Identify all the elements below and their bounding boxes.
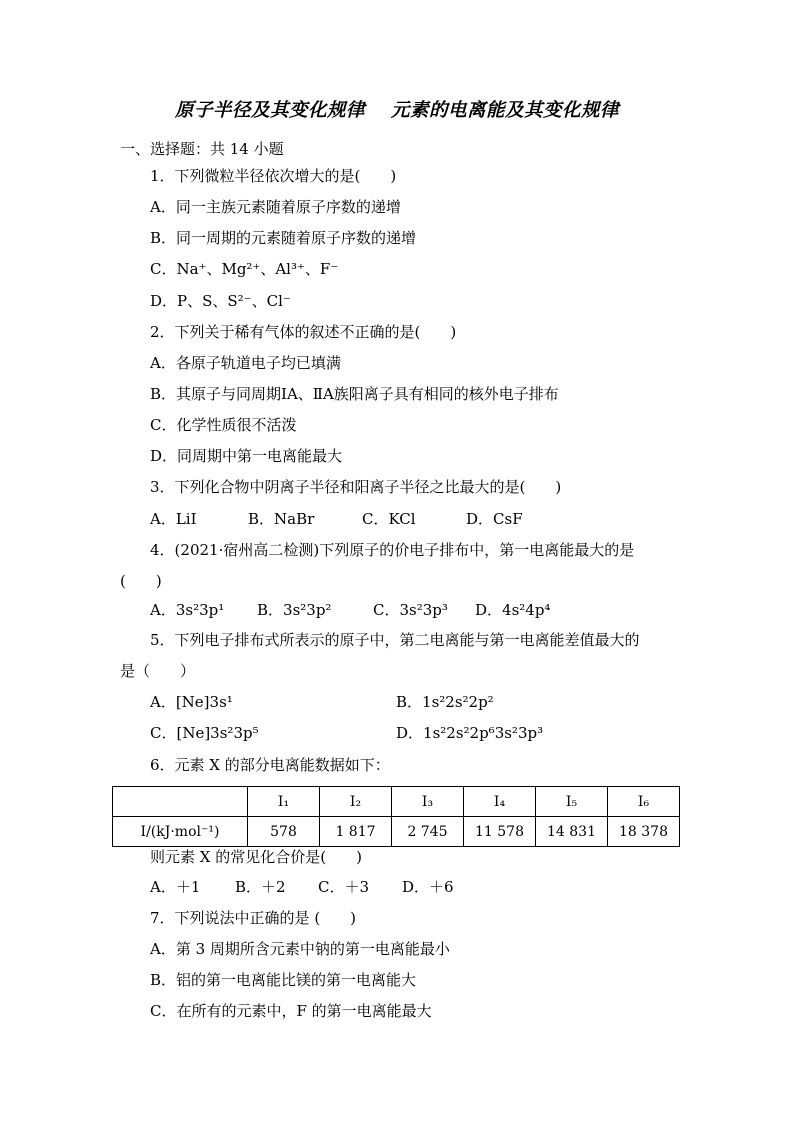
q3-stem: 3．下列化合物中阴离子半径和阳离子半径之比最大的是( ) (150, 478, 562, 496)
q2-option-a: A．各原子轨道电子均已填满 (150, 354, 341, 372)
q1-option-a: A．同一主族元素随着原子序数的递增 (150, 198, 401, 216)
page-title (0, 96, 794, 122)
q1-option-c: C．Na⁺、Mg²⁺、Al³⁺、F⁻ (150, 260, 339, 278)
q5-option-b: B．1s²2s²2p² (396, 693, 494, 711)
q6-option-c: C．＋3 (318, 878, 370, 896)
table-header-cell: I₆ (608, 787, 680, 817)
q5-option-d: D．1s²2s²2p⁶3s²3p³ (396, 724, 544, 742)
q2-option-c: C．化学性质很不活泼 (150, 416, 297, 434)
table-cell: 578 (248, 817, 320, 847)
q5-option-a: A．[Ne]3s¹ (150, 693, 233, 711)
q5-stem: 5．下列电子排布式所表示的原子中，第二电离能与第一电离能差值最大的 (150, 631, 640, 649)
q2-stem: 2．下列关于稀有气体的叙述不正确的是( ) (150, 323, 457, 341)
table-cell: 18 378 (608, 817, 680, 847)
q1-option-d: D．P、S、S²⁻、Cl⁻ (150, 292, 291, 310)
q5-option-c: C．[Ne]3s²3p⁵ (150, 724, 259, 742)
q6-stem: 6．元素 X 的部分电离能数据如下： (150, 756, 390, 774)
q4-option-d: D．4s²4p⁴ (475, 601, 551, 619)
table-cell: 14 831 (536, 817, 608, 847)
section-heading: 一、选择题：共 14 小题 (120, 140, 284, 158)
table-corner-cell (113, 787, 248, 817)
table-cell: 2 745 (392, 817, 464, 847)
q1-option-b: B．同一周期的元素随着原子序数的递增 (150, 229, 417, 247)
table-cell: 11 578 (464, 817, 536, 847)
title-part1: 原子半径及其变化规律 (174, 100, 365, 121)
q3-option-c: C．KCl (362, 510, 416, 528)
q4-option-b: B．3s²3p² (257, 601, 332, 619)
table-header-cell: I₂ (320, 787, 392, 817)
q2-option-d: D．同周期中第一电离能最大 (150, 447, 343, 465)
table-header-cell: I₄ (464, 787, 536, 817)
q7-option-b: B．铝的第一电离能比镁的第一电离能大 (150, 971, 417, 989)
table-header-cell: I₅ (536, 787, 608, 817)
table-header-cell: I₃ (392, 787, 464, 817)
q6-option-a: A．＋1 (150, 878, 201, 896)
q4-option-c: C．3s²3p³ (373, 601, 448, 619)
q5-stem-cont: 是（ ） (120, 662, 196, 680)
q3-option-a: A．LiI (150, 510, 197, 528)
q4-stem-cont: ( ) (120, 572, 162, 590)
q4-option-a: A．3s²3p¹ (150, 601, 225, 619)
table-row-label: I/(kJ·mol⁻¹) (113, 817, 248, 847)
q3-option-d: D．CsF (466, 510, 523, 528)
table-row (113, 817, 680, 847)
q4-stem: 4．(2021·宿州高二检测)下列原子的价电子排布中，第一电离能最大的是 (150, 541, 635, 559)
q6-option-b: B．＋2 (235, 878, 286, 896)
q1-stem: 1．下列微粒半径依次增大的是( ) (150, 167, 397, 185)
ionization-energy-table (112, 786, 680, 847)
table-header-cell: I₁ (248, 787, 320, 817)
q6-option-d: D．＋6 (402, 878, 454, 896)
table-header-row (113, 787, 680, 817)
q6-followup: 则元素 X 的常见化合价是( ) (150, 848, 362, 866)
q7-option-c: C．在所有的元素中，F 的第一电离能最大 (150, 1002, 432, 1020)
q3-option-b: B．NaBr (248, 510, 315, 528)
table-cell: 1 817 (320, 817, 392, 847)
title-part2: 元素的电离能及其变化规律 (391, 100, 620, 121)
q2-option-b: B．其原子与同周期ⅠA、ⅡA族阳离子具有相同的核外电子排布 (150, 385, 559, 403)
q7-stem: 7．下列说法中正确的是 ( ) (150, 909, 357, 927)
q7-option-a: A．第 3 周期所含元素中钠的第一电离能最小 (150, 940, 450, 958)
